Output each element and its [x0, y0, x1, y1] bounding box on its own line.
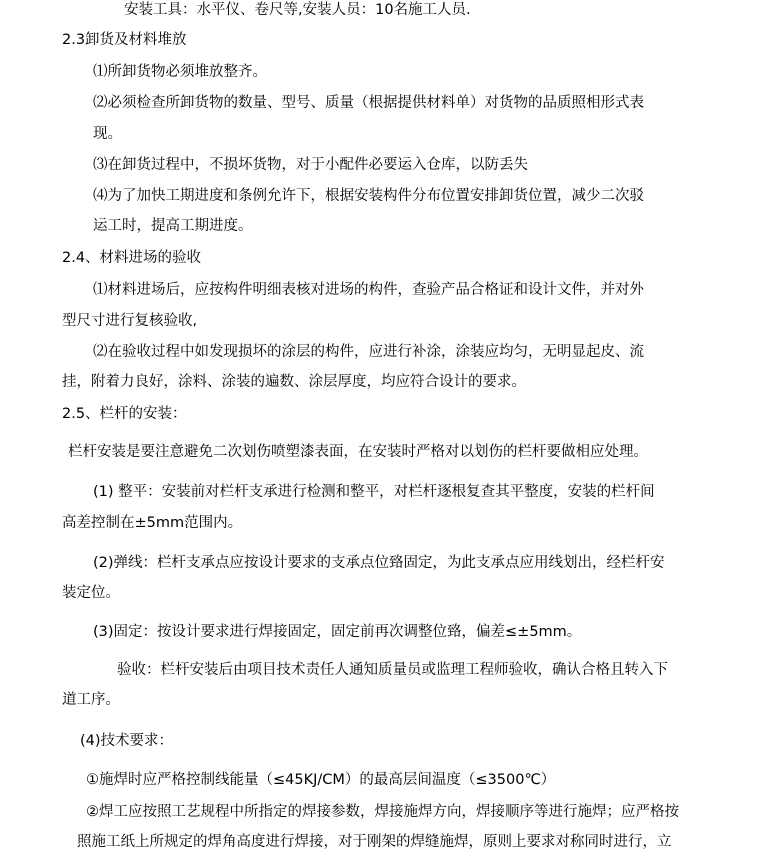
text-line-2-4-item-1-cont: 型尺寸进行复核验收, — [62, 313, 198, 329]
text-line-acceptance-cont: 道工序。 — [62, 692, 120, 708]
text-line-snapping-cont: 装定位。 — [62, 585, 120, 601]
text-line-tech-requirements: (4)技术要求： — [80, 733, 174, 749]
text-line-tech-req-2-cont: 照施工纸上所规定的焊角高度进行焊接，对于刚架的焊缝施焊，原则上要求对称同时进行，立 — [77, 834, 672, 850]
text-line-snapping: (2)弹线：栏杆支承点应按设计要求的支承点位臵固定，为此支承点应用线划出，经栏杆安 — [93, 555, 665, 571]
text-line-install-tools: 安装工具：水平仪、卷尺等,安装人员：10名施工人员. — [124, 2, 471, 18]
heading-2-5: 2.5、栏杆的安装： — [62, 406, 187, 422]
text-line-2-4-item-1: ⑴材料进场后，应按构件明细表核对进场的构件，查验产品合格证和设计文件，并对外 — [93, 282, 644, 298]
text-line-2-3-item-3: ⑶在卸货过程中，不损坏货物，对于小配件必要运入仓库，以防丢失 — [93, 157, 528, 173]
heading-2-3: 2.3卸货及材料堆放 — [62, 32, 187, 48]
text-line-2-4-item-2: ⑵在验收过程中如发现损坏的涂层的构件，应进行补涂，涂装应均匀，无明显起皮、流 — [93, 344, 644, 360]
text-line-2-3-item-1: ⑴所卸货物必须堆放整齐。 — [93, 64, 267, 80]
text-line-leveling-cont: 高差控制在±5mm范围内。 — [62, 515, 243, 531]
text-line-fixing: (3)固定：按设计要求进行焊接固定，固定前再次调整位臵，偏差≤±5mm。 — [93, 624, 582, 640]
text-line-2-4-item-2-cont: 挂，附着力良好，涂料、涂装的遍数、涂层厚度，均应符合设计的要求。 — [62, 374, 526, 390]
text-line-tech-req-2: ②焊工应按照工艺规程中所指定的焊接参数，焊接施焊方向，焊接顺序等进行施焊；应严格按 — [86, 804, 679, 820]
text-line-railing-intro: 栏杆安装是要注意避免二次划伤喷塑漆表面，在安装时严格对以划伤的栏杆要做相应处理。 — [68, 444, 648, 460]
text-line-2-3-item-4-cont: 运工时，提高工期进度。 — [93, 218, 253, 234]
text-line-acceptance: 验收：栏杆安装后由项目技术责任人通知质量员或监理工程师验收，确认合格且转入下 — [117, 662, 668, 678]
heading-2-4: 2.4、材料进场的验收 — [62, 250, 202, 266]
text-line-2-3-item-4: ⑷为了加快工期进度和条例允许下，根据安装构件分布位置安排卸货位置，减少二次驳 — [93, 188, 644, 204]
text-line-2-3-item-2-cont: 现。 — [93, 126, 122, 142]
text-line-leveling: (1) 整平：安装前对栏杆支承进行检测和整平，对栏杆逐根复查其平整度，安装的栏杆间 — [93, 484, 655, 500]
text-line-2-3-item-2: ⑵必须检查所卸货物的数量、型号、质量（根据提供材料单）对货物的品质照相形式表 — [93, 95, 644, 111]
text-line-tech-req-1: ①施焊时应严格控制线能量（≤45KJ/CM）的最高层间温度（≤3500℃） — [86, 772, 556, 788]
